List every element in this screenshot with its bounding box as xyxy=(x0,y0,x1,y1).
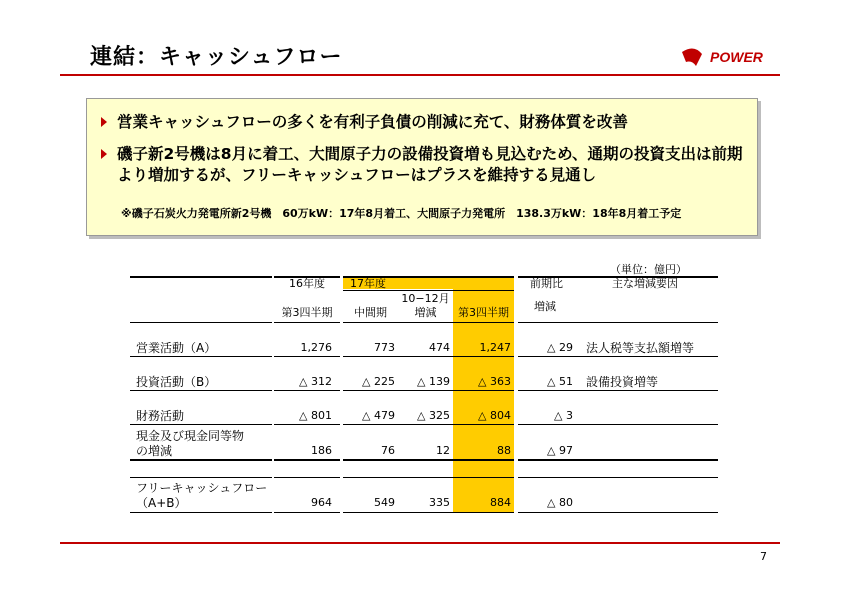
table-bottom-rule xyxy=(343,512,514,513)
fcf-top-rule xyxy=(518,477,718,478)
row-rule xyxy=(274,424,340,425)
row-rule xyxy=(518,356,718,357)
header-q3-16: 第3四半期 xyxy=(281,306,333,319)
header-bottom-rule xyxy=(130,322,272,323)
page-number: 7 xyxy=(760,550,767,563)
row-rule xyxy=(274,356,340,357)
row-rule xyxy=(343,424,514,425)
header-yoy-2: 増減 xyxy=(534,300,556,313)
summary-bullet-2: 磯子新2号機は8月に着工、大間原子力の設備投資増も見込むため、通期の投資支出は前期より増加するが、フリーキャッシュフローはプラスを維持する見通し xyxy=(101,144,751,186)
logo-text: POWER xyxy=(710,49,763,65)
section-rule xyxy=(130,459,272,461)
row-rule xyxy=(518,390,718,391)
unit-label: （単位：億円） xyxy=(610,263,687,276)
header-interim: 中間期 xyxy=(354,306,387,319)
row-rule xyxy=(130,356,272,357)
header-bottom-rule xyxy=(274,322,340,323)
header-fy17: 17年度 xyxy=(350,277,386,290)
row-rule xyxy=(343,356,514,357)
fcf-top-rule xyxy=(274,477,340,478)
fy17-sub-rule xyxy=(343,290,514,291)
table-bottom-rule xyxy=(274,512,340,513)
header-oct-dec-1: 10−12月 xyxy=(401,292,450,305)
summary-note: ※磯子石炭火力発電所新2号機 60万kW：17年8月着工、大間原子力発電所 138.3万kW：18年8月着工予定 xyxy=(121,207,682,220)
section-rule xyxy=(274,459,340,461)
cashflow-table: （単位：億円） 16年度 17年度 前期比 主な増減要因 10−12月 増減 第3四半期 中間期 増減 第3四半期 営業活動（A） 1,276 773 474 1,247 △ 29 法人税等支払額増等 投資活動（B） △ 312 △ 225 △ 139 △ 363 △ 51 設備投資増等 財務活動 △ 801 △ 479 △ 325 △ 804 △ 3 現金及び現金同等物 の増減 186 76 12 88 △ 97 フリーキャッシュフロー （A+B） 964 549 335 884 △ 80 xyxy=(0,0,842,595)
table-bottom-rule xyxy=(518,512,718,513)
section-rule xyxy=(518,459,718,461)
header-yoy-1: 前期比 xyxy=(530,277,563,290)
header-fy16: 16年度 xyxy=(289,277,325,290)
row-rule xyxy=(343,390,514,391)
row-rule xyxy=(274,390,340,391)
row-rule xyxy=(518,424,718,425)
footer-rule xyxy=(60,542,780,544)
fcf-top-rule xyxy=(130,477,272,478)
row-rule xyxy=(130,424,272,425)
header-q3-17: 第3四半期 xyxy=(458,306,509,319)
section-rule xyxy=(343,459,514,461)
summary-bullet-1: 営業キャッシュフローの多くを有利子負債の削減に充て、財務体質を改善 xyxy=(101,112,751,133)
header-bottom-rule xyxy=(518,322,718,323)
header-bottom-rule xyxy=(343,322,514,323)
fcf-top-rule xyxy=(343,477,514,478)
page-title: 連結：キャッシュフロー xyxy=(90,45,343,70)
table-top-rule xyxy=(130,276,272,278)
table-bottom-rule xyxy=(130,512,272,513)
header-oct-dec-2: 増減 xyxy=(414,306,437,319)
row-rule xyxy=(130,390,272,391)
header-reasons: 主な増減要因 xyxy=(612,277,678,290)
